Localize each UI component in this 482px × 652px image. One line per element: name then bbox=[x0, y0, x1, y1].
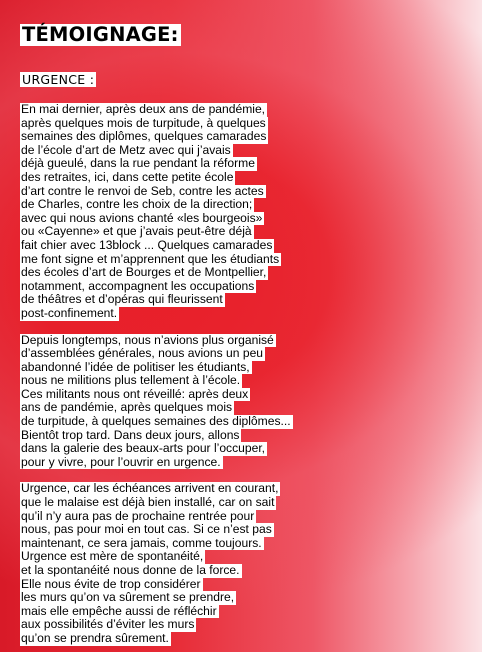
text-line: des retraites, ici, dans cette petite école bbox=[21, 169, 234, 184]
text-line: Ces militants nous ont réveillé: après deux bbox=[21, 386, 249, 401]
text-line: et la spontanéité nous donne de la force. bbox=[21, 563, 240, 577]
text-line: Depuis longtemps, nous n’avions plus organisé bbox=[21, 332, 274, 347]
text-line: nous, pas pour moi en tout cas. Si ce n’est pas bbox=[21, 522, 272, 537]
text-line: de l’école d’art de Metz avec qui j’avais bbox=[21, 142, 231, 157]
text-line: En mai dernier, après deux ans de pandémie, bbox=[21, 102, 266, 116]
text-line: de Charles, contre les choix de la direction; bbox=[21, 197, 253, 212]
text-line: pour y vivre, pour l’ouvrir en urgence. bbox=[21, 454, 221, 469]
text-line: semaines des diplômes, quelques camarades bbox=[21, 129, 267, 144]
text-line: Bientôt trop tard. Dans deux jours, allons bbox=[21, 427, 240, 442]
section-heading: URGENCE : bbox=[22, 72, 95, 87]
text-line: me font signe et m’apprennent que les étudiants bbox=[21, 251, 280, 266]
text-line: aux possibilités d’éviter les murs bbox=[21, 617, 195, 632]
text-line: que le malaise est déjà bien installé, car on sait bbox=[21, 495, 275, 510]
text-line: qu’on se prendra sûrement. bbox=[21, 630, 169, 645]
text-line: Urgence est mère de spontanéité, bbox=[21, 549, 204, 564]
paragraph bbox=[20, 482, 470, 645]
testimony-article bbox=[20, 24, 470, 646]
text-line: fait chier avec 13block ... Quelques camarades bbox=[21, 237, 273, 252]
text-line: qu’il n’y aura pas de prochaine rentrée pour bbox=[21, 508, 255, 523]
paragraph bbox=[20, 103, 470, 321]
text-line: Elle nous évite de trop considérer bbox=[21, 576, 201, 591]
text-line: dans la galerie des beaux-arts pour l’occuper, bbox=[21, 441, 266, 456]
text-line: ans de pandémie, après quelques mois bbox=[21, 400, 233, 415]
text-line: les murs qu’on va sûrement se prendre, bbox=[21, 590, 235, 605]
text-line: d’assemblées générales, nous avions un peu bbox=[21, 346, 264, 361]
paragraph bbox=[20, 334, 470, 470]
article-body bbox=[20, 103, 470, 646]
text-line: ou «Cayenne» et que j’avais peut-être déjà bbox=[21, 224, 252, 239]
text-line: post-confinement. bbox=[21, 305, 118, 320]
text-line: nous ne militions plus tellement à l’école. bbox=[21, 373, 241, 388]
text-line: maintenant, ce sera jamais, comme toujours. bbox=[21, 535, 262, 550]
text-line: de théâtres et d’opéras qui fleurissent bbox=[21, 292, 223, 307]
text-line: abandonné l’idée de politiser les étudiants, bbox=[21, 359, 250, 374]
text-line: déjà gueulé, dans la rue pendant la réforme bbox=[21, 156, 255, 171]
text-line: avec qui nous avions chanté «les bourgeois» bbox=[21, 210, 263, 225]
text-line: Urgence, car les échéances arrivent en courant, bbox=[21, 481, 279, 496]
text-line: mais elle empêche aussi de réfléchir bbox=[21, 603, 217, 618]
text-line: des écoles d’art de Bourges et de Montpellier, bbox=[21, 265, 267, 280]
text-line: notamment, accompagnent les occupations bbox=[21, 278, 255, 293]
text-line: après quelques mois de turpitude, à quelques bbox=[21, 115, 266, 130]
text-line: d’art contre le renvoi de Seb, contre les actes bbox=[21, 183, 264, 198]
article-title: TÉMOIGNAGE: bbox=[22, 23, 179, 46]
text-line: de turpitude, à quelques semaines des diplômes... bbox=[21, 414, 291, 429]
